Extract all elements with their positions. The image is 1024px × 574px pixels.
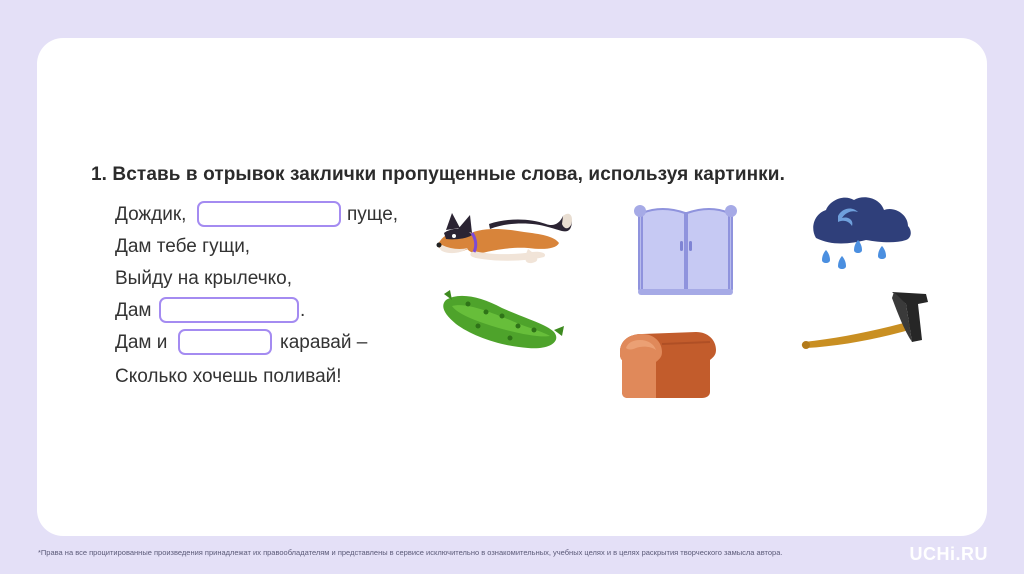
poem-line-2: Дам тебе гущи,	[115, 236, 251, 257]
poem-line-4-end: .	[300, 300, 306, 321]
task-title: 1. Вставь в отрывок заклички пропущенные слова, используя картинки.	[91, 164, 785, 185]
poem-line-4-start: Дам	[115, 300, 152, 321]
brand-logo: UCHi.RU	[909, 544, 988, 564]
poem-line-3: Выйду на крылечко,	[115, 268, 292, 289]
cucumber-icon	[438, 286, 568, 354]
answer-blank-3[interactable]	[178, 329, 272, 355]
answer-blank-2[interactable]	[159, 297, 299, 323]
copyright-note: *Права на все процитированные произведения принадлежат их правообладателям и представлены в сервисе исключительно в ознакомительных, учебных целях и в целях раскрытия творческого замысла автора.	[38, 548, 783, 557]
axe-icon	[800, 290, 934, 352]
bread-icon	[616, 326, 720, 400]
answer-blank-1[interactable]	[197, 201, 341, 227]
rain-cloud-icon	[808, 194, 916, 272]
poem-line-5-start: Дам и	[115, 332, 168, 353]
poem-line-1-end: пуще,	[347, 204, 399, 225]
door-icon	[632, 203, 740, 297]
dog-icon	[432, 203, 574, 265]
poem-line-1	[115, 200, 186, 230]
poem-line-1-start: Дождик,	[115, 204, 187, 225]
poem-line-6: Сколько хочешь поливай!	[115, 366, 342, 387]
poem-line-5-end: каравай –	[280, 332, 368, 353]
